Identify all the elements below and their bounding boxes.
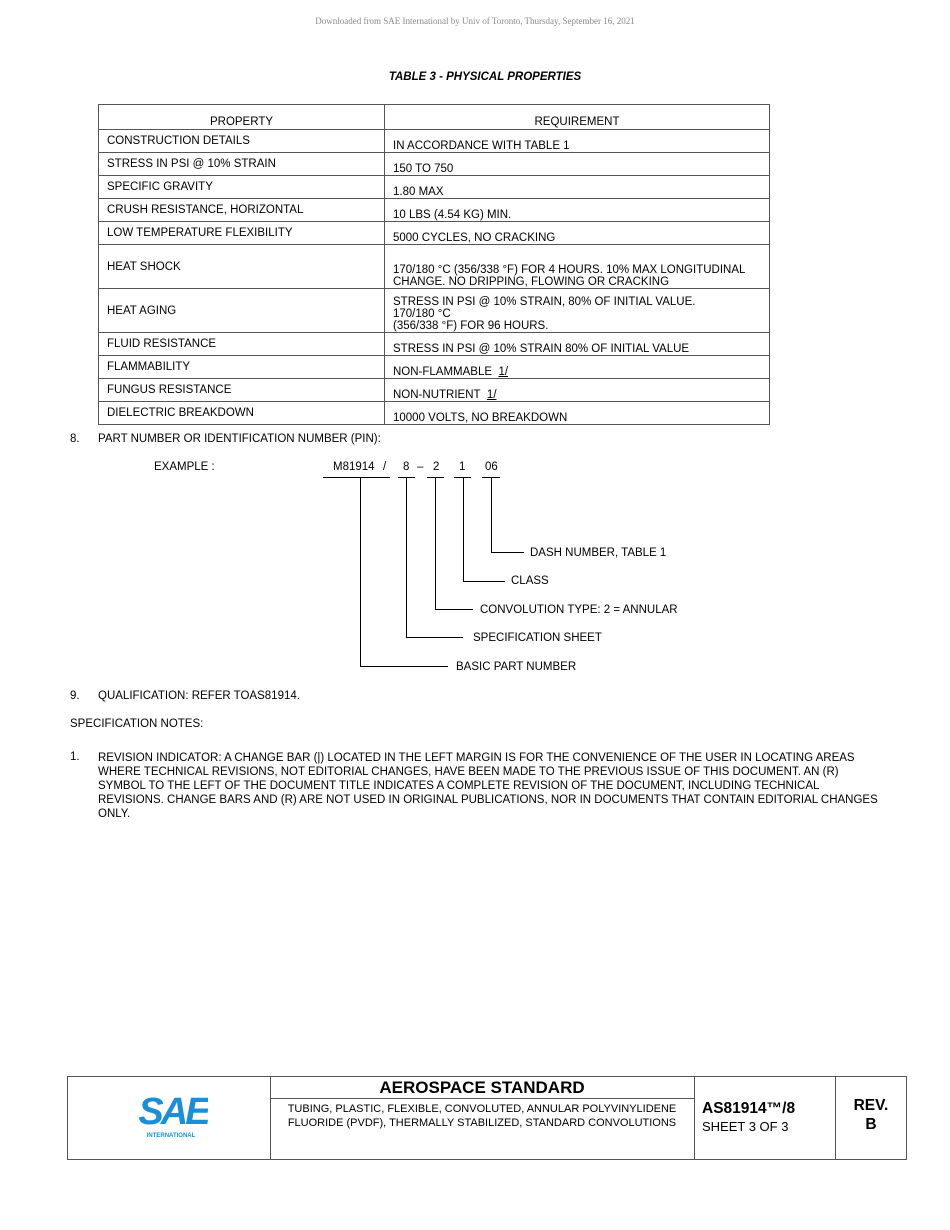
callout-basic: BASIC PART NUMBER [456, 661, 577, 673]
requirement-cell: 1.80 MAX [385, 176, 770, 199]
section-9-text: QUALIFICATION: REFER TOAS81914. [98, 690, 300, 702]
pin-dash-number: 06 [485, 461, 498, 473]
note-1-text: REVISION INDICATOR: A CHANGE BAR (|) LOCATED IN THE LEFT MARGIN IS FOR THE CONVENIENCE OF THE USER IN LOCATING AREAS WHERE TECHNICAL REVISIONS, NOT EDITORIAL CHANGES, HAVE BEEN MADE TO THE PREVIOUS ISSUE OF THIS DOCUMENT. AN (R) SYMBOL TO THE LEFT OF THE DOCUMENT TITLE INDICATES A COMPLETE REVISION OF THE DOCUMENT, INCLUDING TECHNICAL REVISIONS. CHANGE BARS AND (R) ARE NOT USED IN ORIGINAL PUBLICATIONS, NOR IN DOCUMENTS THAT CONTAIN EDITORIAL CHANGES ONLY. [98, 752, 878, 820]
leader-convolution [436, 477, 474, 610]
property-cell: SPECIFIC GRAVITY [99, 176, 385, 199]
standard-description: TUBING, PLASTIC, FLEXIBLE, CONVOLUTED, ANNULAR POLYVINYLIDENE FLUORIDE (PVDF), THERMALLY STABILIZED, STANDARD CONVOLUTIONS [287, 1103, 677, 1129]
note-1-number: 1. [70, 751, 80, 763]
document-id: AS81914™/8 [702, 1100, 796, 1117]
requirement-cell: IN ACCORDANCE WITH TABLE 1 [385, 130, 770, 153]
leader-sheet [407, 477, 464, 638]
standard-title: AEROSPACE STANDARD [270, 1076, 694, 1099]
title-block-divider [694, 1077, 695, 1159]
pin-sheet: 8 [403, 461, 410, 473]
example-label: EXAMPLE : [154, 461, 215, 473]
requirement-cell: 5000 CYCLES, NO CRACKING [385, 222, 770, 245]
property-cell: LOW TEMPERATURE FLEXIBILITY [99, 222, 385, 245]
requirement-cell: 10 LBS (4.54 KG) MIN. [385, 199, 770, 222]
property-cell: FUNGUS RESISTANCE [99, 379, 385, 402]
section-8-number: 8. [70, 433, 80, 445]
property-cell: CRUSH RESISTANCE, HORIZONTAL [99, 199, 385, 222]
requirement-cell: 150 TO 750 [385, 153, 770, 176]
callout-dash-number: DASH NUMBER, TABLE 1 [530, 547, 667, 559]
section-8-heading: PART NUMBER OR IDENTIFICATION NUMBER (PIN): [98, 433, 381, 445]
table-title: TABLE 3 - PHYSICAL PROPERTIES [388, 71, 582, 83]
revision-value: B [865, 1116, 877, 1133]
footnote-ref: 1/ [486, 389, 497, 401]
pin-basic-part: M81914 [333, 461, 375, 473]
callout-class: CLASS [511, 575, 549, 587]
pin-dash: – [417, 461, 424, 473]
header-property: PROPERTY [99, 105, 385, 130]
requirement-line: STRESS IN PSI @ 10% STRAIN, 80% OF INITIAL VALUE. [393, 296, 696, 308]
sae-logo-text: SAE [138, 1091, 208, 1133]
sae-logo-icon [138, 1091, 208, 1141]
property-cell: FLUID RESISTANCE [99, 333, 385, 356]
requirement-cell: 10000 VOLTS, NO BREAKDOWN [385, 402, 770, 425]
spec-notes-heading: SPECIFICATION NOTES: [70, 718, 204, 730]
requirement-text: NON-FLAMMABLE [393, 366, 493, 378]
pin-class: 1 [459, 461, 466, 473]
property-cell: STRESS IN PSI @ 10% STRAIN [99, 153, 385, 176]
property-cell: FLAMMABILITY [99, 356, 385, 379]
requirement-cell: 170/180 °C (356/338 °F) FOR 4 HOURS. 10% MAX LONGITUDINAL CHANGE. NO DRIPPING, FLOWING OR CRACKING [385, 245, 770, 289]
pin-convolution: 2 [433, 461, 440, 473]
property-cell: HEAT SHOCK [99, 245, 385, 289]
requirement-line: (356/338 °F) FOR 96 HOURS. [393, 320, 549, 332]
requirement-cell: STRESS IN PSI @ 10% STRAIN 80% OF INITIAL VALUE [385, 333, 770, 356]
section-9-number: 9. [70, 690, 80, 702]
property-cell: DIELECTRIC BREAKDOWN [99, 402, 385, 425]
download-watermark: Downloaded from SAE International by Univ of Toronto, Thursday, September 16, 2021 [315, 16, 635, 26]
requirement-line: 170/180 °C [393, 308, 451, 320]
leader-class [464, 477, 506, 582]
sae-logo [138, 1091, 208, 1146]
property-cell: CONSTRUCTION DETAILS [99, 130, 385, 153]
sae-logo-subtext: INTERNATIONAL [146, 1133, 196, 1139]
leader-dash-number [492, 477, 525, 553]
property-cell: HEAT AGING [99, 289, 385, 333]
header-requirement: REQUIREMENT [385, 105, 770, 130]
callout-convolution: CONVOLUTION TYPE: 2 = ANNULAR [480, 604, 678, 616]
sheet-number: SHEET 3 OF 3 [702, 1119, 789, 1134]
requirement-text: NON-NUTRIENT [393, 389, 481, 401]
callout-sheet: SPECIFICATION SHEET [473, 632, 602, 644]
footnote-ref: 1/ [498, 366, 509, 378]
revision-label: REV. [853, 1097, 889, 1114]
pin-slash: / [383, 461, 387, 473]
leader-basic [361, 477, 449, 667]
